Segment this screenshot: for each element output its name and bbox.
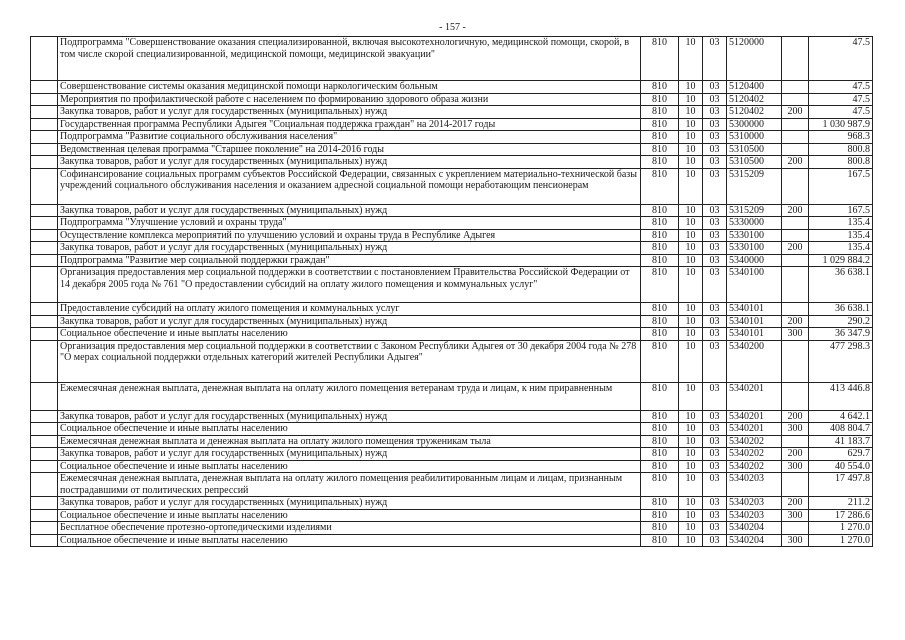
grbs-code: 810: [641, 242, 679, 255]
subsection-code: 03: [703, 448, 727, 461]
section-code: 10: [679, 473, 703, 497]
item-name: Социальное обеспечение и иные выплаты населению: [58, 328, 641, 341]
amount: 36 638.1: [809, 267, 873, 303]
table-row: [31, 522, 873, 535]
section-code: 10: [679, 242, 703, 255]
indent-cell: [31, 118, 58, 131]
expense-type-code: [782, 522, 809, 535]
amount: 47.5: [809, 37, 873, 81]
item-name: Ежемесячная денежная выплата и денежная выплата на оплату жилого помещения труженикам тыла: [58, 435, 641, 448]
amount: 4 642.1: [809, 410, 873, 423]
grbs-code: 810: [641, 118, 679, 131]
grbs-code: 810: [641, 448, 679, 461]
subsection-code: 03: [703, 81, 727, 94]
indent-cell: [31, 340, 58, 382]
target-article-code: 5330100: [727, 229, 782, 242]
target-article-code: 5120402: [727, 93, 782, 106]
grbs-code: 810: [641, 254, 679, 267]
expense-type-code: [782, 93, 809, 106]
target-article-code: 5340201: [727, 382, 782, 410]
subsection-code: 03: [703, 534, 727, 547]
grbs-code: 810: [641, 217, 679, 230]
indent-cell: [31, 229, 58, 242]
item-name: Подпрограмма "Развитие социального обслуживания населения": [58, 131, 641, 144]
target-article-code: 5340203: [727, 473, 782, 497]
subsection-code: 03: [703, 328, 727, 341]
expense-type-code: 200: [782, 448, 809, 461]
target-article-code: 5340101: [727, 315, 782, 328]
subsection-code: 03: [703, 131, 727, 144]
subsection-code: 03: [703, 460, 727, 473]
indent-cell: [31, 522, 58, 535]
grbs-code: 810: [641, 328, 679, 341]
indent-cell: [31, 254, 58, 267]
section-code: 10: [679, 448, 703, 461]
amount: 408 804.7: [809, 423, 873, 436]
section-code: 10: [679, 315, 703, 328]
indent-cell: [31, 131, 58, 144]
grbs-code: 810: [641, 131, 679, 144]
expense-type-code: [782, 81, 809, 94]
amount: 477 298.3: [809, 340, 873, 382]
target-article-code: 5315209: [727, 168, 782, 204]
section-code: 10: [679, 131, 703, 144]
section-code: 10: [679, 106, 703, 119]
item-name: Бесплатное обеспечение протезно-ортопедическими изделиями: [58, 522, 641, 535]
subsection-code: 03: [703, 267, 727, 303]
amount: 135.4: [809, 217, 873, 230]
grbs-code: 810: [641, 522, 679, 535]
amount: 1 030 987.9: [809, 118, 873, 131]
target-article-code: 5310500: [727, 143, 782, 156]
section-code: 10: [679, 382, 703, 410]
table-row: [31, 423, 873, 436]
grbs-code: 810: [641, 81, 679, 94]
section-code: 10: [679, 204, 703, 217]
table-row: [31, 534, 873, 547]
item-name: Государственная программа Республики Адыгея "Социальная поддержка граждан" на 2014-2017 годы: [58, 118, 641, 131]
subsection-code: 03: [703, 382, 727, 410]
subsection-code: 03: [703, 106, 727, 119]
grbs-code: 810: [641, 156, 679, 169]
target-article-code: 5310000: [727, 131, 782, 144]
item-name: Ведомственная целевая программа "Старшее поколение" на 2014-2016 годы: [58, 143, 641, 156]
amount: 800.8: [809, 143, 873, 156]
grbs-code: 810: [641, 168, 679, 204]
table-row: [31, 118, 873, 131]
target-article-code: 5340202: [727, 460, 782, 473]
grbs-code: 810: [641, 93, 679, 106]
item-name: Закупка товаров, работ и услуг для государственных (муниципальных) нужд: [58, 497, 641, 510]
item-name: Закупка товаров, работ и услуг для государственных (муниципальных) нужд: [58, 156, 641, 169]
section-code: 10: [679, 168, 703, 204]
target-article-code: 5340000: [727, 254, 782, 267]
target-article-code: 5340100: [727, 267, 782, 303]
item-name: Подпрограмма "Улучшение условий и охраны труда": [58, 217, 641, 230]
grbs-code: 810: [641, 509, 679, 522]
table-row: [31, 106, 873, 119]
grbs-code: 810: [641, 435, 679, 448]
subsection-code: 03: [703, 435, 727, 448]
section-code: 10: [679, 410, 703, 423]
expense-type-code: 200: [782, 106, 809, 119]
subsection-code: 03: [703, 340, 727, 382]
section-code: 10: [679, 81, 703, 94]
target-article-code: 5340203: [727, 497, 782, 510]
indent-cell: [31, 473, 58, 497]
item-name: Закупка товаров, работ и услуг для государственных (муниципальных) нужд: [58, 410, 641, 423]
amount: 47.5: [809, 81, 873, 94]
table-row: [31, 382, 873, 410]
subsection-code: 03: [703, 37, 727, 81]
expense-type-code: [782, 473, 809, 497]
subsection-code: 03: [703, 156, 727, 169]
amount: 47.5: [809, 106, 873, 119]
expense-type-code: 300: [782, 328, 809, 341]
section-code: 10: [679, 460, 703, 473]
table-row: [31, 37, 873, 81]
target-article-code: 5315209: [727, 204, 782, 217]
section-code: 10: [679, 217, 703, 230]
section-code: 10: [679, 522, 703, 535]
amount: 40 554.0: [809, 460, 873, 473]
grbs-code: 810: [641, 460, 679, 473]
item-name: Закупка товаров, работ и услуг для государственных (муниципальных) нужд: [58, 315, 641, 328]
subsection-code: 03: [703, 217, 727, 230]
item-name: Мероприятия по профилактической работе с населением по формированию здорового образа жизни: [58, 93, 641, 106]
indent-cell: [31, 81, 58, 94]
subsection-code: 03: [703, 143, 727, 156]
table-row: [31, 81, 873, 94]
amount: 968.3: [809, 131, 873, 144]
amount: 413 446.8: [809, 382, 873, 410]
budget-table-body: [31, 37, 873, 547]
indent-cell: [31, 423, 58, 436]
target-article-code: 5120400: [727, 81, 782, 94]
expense-type-code: 300: [782, 423, 809, 436]
item-name: Закупка товаров, работ и услуг для государственных (муниципальных) нужд: [58, 448, 641, 461]
indent-cell: [31, 267, 58, 303]
subsection-code: 03: [703, 204, 727, 217]
target-article-code: 5300000: [727, 118, 782, 131]
indent-cell: [31, 303, 58, 316]
indent-cell: [31, 242, 58, 255]
subsection-code: 03: [703, 473, 727, 497]
target-article-code: 5340202: [727, 448, 782, 461]
grbs-code: 810: [641, 267, 679, 303]
table-row: [31, 168, 873, 204]
indent-cell: [31, 168, 58, 204]
expense-type-code: [782, 217, 809, 230]
grbs-code: 810: [641, 473, 679, 497]
item-name: Осуществление комплекса мероприятий по улучшению условий и охраны труда в Республике Адыгея: [58, 229, 641, 242]
expense-type-code: [782, 143, 809, 156]
grbs-code: 810: [641, 106, 679, 119]
amount: 17 286.6: [809, 509, 873, 522]
expense-type-code: [782, 131, 809, 144]
amount: 17 497.8: [809, 473, 873, 497]
section-code: 10: [679, 267, 703, 303]
item-name: Совершенствование системы оказания медицинской помощи наркологическим больным: [58, 81, 641, 94]
table-row: [31, 509, 873, 522]
amount: 629.7: [809, 448, 873, 461]
target-article-code: 5310500: [727, 156, 782, 169]
section-code: 10: [679, 340, 703, 382]
item-name: Софинансирование социальных программ субъектов Российской Федерации, связанных с укреплением материально-технической базы учреждений социального обслуживания населения и оказанием адресной социальной помощи неработающим пенсионерам: [58, 168, 641, 204]
table-row: [31, 435, 873, 448]
amount: 211.2: [809, 497, 873, 510]
item-name: Социальное обеспечение и иные выплаты населению: [58, 534, 641, 547]
expense-type-code: [782, 229, 809, 242]
section-code: 10: [679, 509, 703, 522]
expense-type-code: [782, 382, 809, 410]
amount: 47.5: [809, 93, 873, 106]
grbs-code: 810: [641, 340, 679, 382]
expense-type-code: 200: [782, 156, 809, 169]
grbs-code: 810: [641, 410, 679, 423]
table-row: [31, 303, 873, 316]
indent-cell: [31, 509, 58, 522]
item-name: Социальное обеспечение и иные выплаты населению: [58, 509, 641, 522]
table-row: [31, 473, 873, 497]
table-row: [31, 460, 873, 473]
amount: 1 270.0: [809, 534, 873, 547]
expense-type-code: 300: [782, 534, 809, 547]
section-code: 10: [679, 37, 703, 81]
indent-cell: [31, 217, 58, 230]
target-article-code: 5330000: [727, 217, 782, 230]
section-code: 10: [679, 303, 703, 316]
table-row: [31, 217, 873, 230]
target-article-code: 5330100: [727, 242, 782, 255]
item-name: Подпрограмма "Развитие мер социальной поддержки граждан": [58, 254, 641, 267]
subsection-code: 03: [703, 423, 727, 436]
grbs-code: 810: [641, 229, 679, 242]
section-code: 10: [679, 156, 703, 169]
expense-type-code: 200: [782, 242, 809, 255]
grbs-code: 810: [641, 37, 679, 81]
amount: 36 347.9: [809, 328, 873, 341]
expense-type-code: [782, 435, 809, 448]
grbs-code: 810: [641, 315, 679, 328]
section-code: 10: [679, 435, 703, 448]
grbs-code: 810: [641, 534, 679, 547]
amount: 1 029 884.2: [809, 254, 873, 267]
item-name: Закупка товаров, работ и услуг для государственных (муниципальных) нужд: [58, 106, 641, 119]
target-article-code: 5120402: [727, 106, 782, 119]
item-name: Ежемесячная денежная выплата, денежная выплата на оплату жилого помещения реабилитированным лицам и лицам, признанным пострадавшими от политических репрессий: [58, 473, 641, 497]
item-name: Закупка товаров, работ и услуг для государственных (муниципальных) нужд: [58, 242, 641, 255]
page-number: - 157 -: [439, 22, 466, 33]
table-row: [31, 315, 873, 328]
item-name: Подпрограмма "Совершенствование оказания специализированной, включая высокотехнологичную, медицинской помощи, скорой, в том числе скорой специализированной, медицинской помощи, медицинской эвакуации": [58, 37, 641, 81]
target-article-code: 5340101: [727, 303, 782, 316]
target-article-code: 5120000: [727, 37, 782, 81]
amount: 167.5: [809, 168, 873, 204]
expense-type-code: [782, 118, 809, 131]
indent-cell: [31, 497, 58, 510]
target-article-code: 5340101: [727, 328, 782, 341]
table-row: [31, 340, 873, 382]
grbs-code: 810: [641, 204, 679, 217]
expense-type-code: [782, 168, 809, 204]
target-article-code: 5340200: [727, 340, 782, 382]
amount: 290.2: [809, 315, 873, 328]
indent-cell: [31, 382, 58, 410]
indent-cell: [31, 93, 58, 106]
amount: 41 183.7: [809, 435, 873, 448]
expense-type-code: [782, 303, 809, 316]
grbs-code: 810: [641, 143, 679, 156]
expense-type-code: 200: [782, 410, 809, 423]
item-name: Организация предоставления мер социальной поддержки в соответствии с Законом Республики Адыгея от 30 декабря 2004 года № 278 "О мерах социальной поддержки отдельных категорий жителей Республики Адыгея": [58, 340, 641, 382]
subsection-code: 03: [703, 242, 727, 255]
target-article-code: 5340203: [727, 509, 782, 522]
amount: 1 270.0: [809, 522, 873, 535]
subsection-code: 03: [703, 497, 727, 510]
table-row: [31, 254, 873, 267]
indent-cell: [31, 435, 58, 448]
target-article-code: 5340202: [727, 435, 782, 448]
target-article-code: 5340204: [727, 534, 782, 547]
indent-cell: [31, 460, 58, 473]
table-row: [31, 204, 873, 217]
section-code: 10: [679, 254, 703, 267]
target-article-code: 5340201: [727, 410, 782, 423]
amount: 800.8: [809, 156, 873, 169]
subsection-code: 03: [703, 254, 727, 267]
section-code: 10: [679, 328, 703, 341]
expense-type-code: [782, 267, 809, 303]
indent-cell: [31, 143, 58, 156]
item-name: Социальное обеспечение и иные выплаты населению: [58, 423, 641, 436]
expense-type-code: 200: [782, 497, 809, 510]
table-row: [31, 143, 873, 156]
table-row: [31, 328, 873, 341]
table-row: [31, 448, 873, 461]
indent-cell: [31, 534, 58, 547]
subsection-code: 03: [703, 315, 727, 328]
table-row: [31, 497, 873, 510]
expense-type-code: 300: [782, 460, 809, 473]
subsection-code: 03: [703, 509, 727, 522]
item-name: Организация предоставления мер социальной поддержки в соответствии с постановлением Правительства Российской Федерации от 14 декабря 2005 года № 761 "О предоставлении субсидий на оплату жилого помещения и коммунальных услуг": [58, 267, 641, 303]
indent-cell: [31, 204, 58, 217]
subsection-code: 03: [703, 229, 727, 242]
target-article-code: 5340201: [727, 423, 782, 436]
table-row: [31, 229, 873, 242]
item-name: Социальное обеспечение и иные выплаты населению: [58, 460, 641, 473]
expense-type-code: 300: [782, 509, 809, 522]
table-row: [31, 156, 873, 169]
table-row: [31, 410, 873, 423]
amount: 167.5: [809, 204, 873, 217]
subsection-code: 03: [703, 93, 727, 106]
amount: 135.4: [809, 242, 873, 255]
indent-cell: [31, 448, 58, 461]
grbs-code: 810: [641, 303, 679, 316]
subsection-code: 03: [703, 522, 727, 535]
indent-cell: [31, 315, 58, 328]
item-name: Предоставление субсидий на оплату жилого помещения и коммунальных услуг: [58, 303, 641, 316]
table-row: [31, 131, 873, 144]
grbs-code: 810: [641, 497, 679, 510]
amount: 135.4: [809, 229, 873, 242]
indent-cell: [31, 37, 58, 81]
table-row: [31, 267, 873, 303]
target-article-code: 5340204: [727, 522, 782, 535]
subsection-code: 03: [703, 410, 727, 423]
table-row: [31, 93, 873, 106]
section-code: 10: [679, 93, 703, 106]
section-code: 10: [679, 229, 703, 242]
expense-type-code: [782, 254, 809, 267]
grbs-code: 810: [641, 382, 679, 410]
indent-cell: [31, 106, 58, 119]
subsection-code: 03: [703, 303, 727, 316]
section-code: 10: [679, 423, 703, 436]
section-code: 10: [679, 143, 703, 156]
indent-cell: [31, 410, 58, 423]
expense-type-code: [782, 37, 809, 81]
indent-cell: [31, 156, 58, 169]
item-name: Закупка товаров, работ и услуг для государственных (муниципальных) нужд: [58, 204, 641, 217]
subsection-code: 03: [703, 168, 727, 204]
indent-cell: [31, 328, 58, 341]
section-code: 10: [679, 497, 703, 510]
subsection-code: 03: [703, 118, 727, 131]
budget-table: [30, 36, 873, 547]
grbs-code: 810: [641, 423, 679, 436]
expense-type-code: 200: [782, 204, 809, 217]
section-code: 10: [679, 534, 703, 547]
expense-type-code: 200: [782, 315, 809, 328]
expense-type-code: [782, 340, 809, 382]
item-name: Ежемесячная денежная выплата, денежная выплата на оплату жилого помещения ветеранам труда и лицам, к ним приравненным: [58, 382, 641, 410]
amount: 36 638.1: [809, 303, 873, 316]
section-code: 10: [679, 118, 703, 131]
table-row: [31, 242, 873, 255]
